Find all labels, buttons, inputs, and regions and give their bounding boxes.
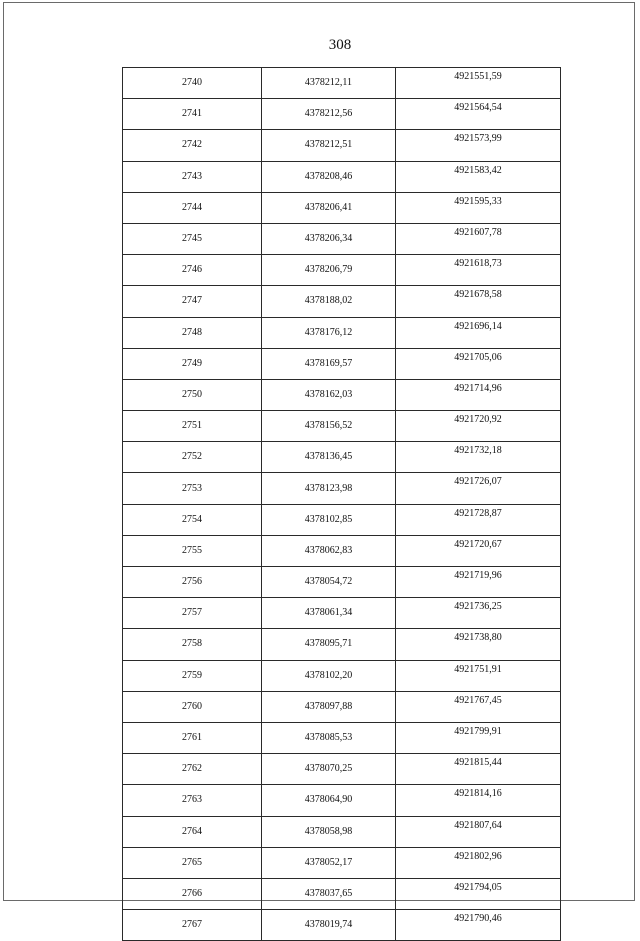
point-number-cell: 2755 (123, 535, 262, 566)
point-number-cell: 2750 (123, 379, 262, 410)
x-coordinate-cell: 4378058,98 (262, 816, 396, 847)
x-coordinate-cell: 4378136,45 (262, 442, 396, 473)
y-coordinate-cell: 4921705,06 (396, 348, 561, 379)
point-number-cell: 2753 (123, 473, 262, 504)
table-row (123, 504, 561, 535)
y-coordinate-cell: 4921583,42 (396, 161, 561, 192)
x-coordinate-cell: 4378188,02 (262, 286, 396, 317)
point-number-cell: 2752 (123, 442, 262, 473)
table-row (123, 161, 561, 192)
point-number-cell: 2756 (123, 567, 262, 598)
y-coordinate-cell: 4921751,91 (396, 660, 561, 691)
x-coordinate-cell: 4378206,79 (262, 255, 396, 286)
y-coordinate-cell: 4921815,44 (396, 754, 561, 785)
y-coordinate-cell: 4921799,91 (396, 722, 561, 753)
table-row (123, 691, 561, 722)
coordinates-table (122, 67, 561, 941)
y-coordinate-cell: 4921564,54 (396, 99, 561, 130)
x-coordinate-cell: 4378037,65 (262, 878, 396, 909)
y-coordinate-cell: 4921719,96 (396, 567, 561, 598)
y-coordinate-cell: 4921714,96 (396, 379, 561, 410)
x-coordinate-cell: 4378169,57 (262, 348, 396, 379)
point-number-cell: 2748 (123, 317, 262, 348)
point-number-cell: 2741 (123, 99, 262, 130)
y-coordinate-cell: 4921720,92 (396, 411, 561, 442)
x-coordinate-cell: 4378206,41 (262, 192, 396, 223)
point-number-cell: 2744 (123, 192, 262, 223)
table-row (123, 473, 561, 504)
x-coordinate-cell: 4378019,74 (262, 910, 396, 941)
point-number-cell: 2758 (123, 629, 262, 660)
point-number-cell: 2747 (123, 286, 262, 317)
x-coordinate-cell: 4378052,17 (262, 847, 396, 878)
y-coordinate-cell: 4921814,16 (396, 785, 561, 816)
x-coordinate-cell: 4378123,98 (262, 473, 396, 504)
table-row (123, 567, 561, 598)
table-row (123, 286, 561, 317)
point-number-cell: 2749 (123, 348, 262, 379)
y-coordinate-cell: 4921678,58 (396, 286, 561, 317)
table-row (123, 660, 561, 691)
x-coordinate-cell: 4378176,12 (262, 317, 396, 348)
y-coordinate-cell: 4921736,25 (396, 598, 561, 629)
table-row (123, 317, 561, 348)
point-number-cell: 2746 (123, 255, 262, 286)
table-row (123, 816, 561, 847)
table-row (123, 442, 561, 473)
table-row (123, 629, 561, 660)
x-coordinate-cell: 4378212,11 (262, 68, 396, 99)
table-row (123, 535, 561, 566)
coordinates-table-body (123, 68, 561, 941)
x-coordinate-cell: 4378102,85 (262, 504, 396, 535)
point-number-cell: 2740 (123, 68, 262, 99)
y-coordinate-cell: 4921551,59 (396, 68, 561, 99)
table-row (123, 754, 561, 785)
y-coordinate-cell: 4921738,80 (396, 629, 561, 660)
point-number-cell: 2742 (123, 130, 262, 161)
table-row (123, 130, 561, 161)
x-coordinate-cell: 4378102,20 (262, 660, 396, 691)
x-coordinate-cell: 4378095,71 (262, 629, 396, 660)
point-number-cell: 2767 (123, 910, 262, 941)
point-number-cell: 2751 (123, 411, 262, 442)
point-number-cell: 2765 (123, 847, 262, 878)
x-coordinate-cell: 4378097,88 (262, 691, 396, 722)
y-coordinate-cell: 4921767,45 (396, 691, 561, 722)
point-number-cell: 2761 (123, 722, 262, 753)
x-coordinate-cell: 4378162,03 (262, 379, 396, 410)
table-row (123, 99, 561, 130)
table-row (123, 68, 561, 99)
y-coordinate-cell: 4921720,67 (396, 535, 561, 566)
table-row (123, 411, 561, 442)
y-coordinate-cell: 4921726,07 (396, 473, 561, 504)
y-coordinate-cell: 4921807,64 (396, 816, 561, 847)
x-coordinate-cell: 4378054,72 (262, 567, 396, 598)
y-coordinate-cell: 4921696,14 (396, 317, 561, 348)
y-coordinate-cell: 4921573,99 (396, 130, 561, 161)
x-coordinate-cell: 4378156,52 (262, 411, 396, 442)
table-row (123, 348, 561, 379)
table-row (123, 255, 561, 286)
x-coordinate-cell: 4378061,34 (262, 598, 396, 629)
table-row (123, 910, 561, 941)
y-coordinate-cell: 4921732,18 (396, 442, 561, 473)
table-row (123, 598, 561, 629)
y-coordinate-cell: 4921802,96 (396, 847, 561, 878)
point-number-cell: 2743 (123, 161, 262, 192)
point-number-cell: 2766 (123, 878, 262, 909)
y-coordinate-cell: 4921595,33 (396, 192, 561, 223)
point-number-cell: 2754 (123, 504, 262, 535)
x-coordinate-cell: 4378085,53 (262, 722, 396, 753)
x-coordinate-cell: 4378064,90 (262, 785, 396, 816)
point-number-cell: 2757 (123, 598, 262, 629)
point-number-cell: 2763 (123, 785, 262, 816)
x-coordinate-cell: 4378212,51 (262, 130, 396, 161)
table-row (123, 785, 561, 816)
x-coordinate-cell: 4378206,34 (262, 223, 396, 254)
x-coordinate-cell: 4378062,83 (262, 535, 396, 566)
y-coordinate-cell: 4921794,05 (396, 878, 561, 909)
table-row (123, 223, 561, 254)
page-number: 308 (328, 37, 352, 53)
table-row (123, 847, 561, 878)
point-number-cell: 2760 (123, 691, 262, 722)
table-row (123, 379, 561, 410)
point-number-cell: 2764 (123, 816, 262, 847)
point-number-cell: 2745 (123, 223, 262, 254)
table-row (123, 192, 561, 223)
x-coordinate-cell: 4378208,46 (262, 161, 396, 192)
y-coordinate-cell: 4921790,46 (396, 910, 561, 941)
y-coordinate-cell: 4921607,78 (396, 223, 561, 254)
x-coordinate-cell: 4378070,25 (262, 754, 396, 785)
y-coordinate-cell: 4921728,87 (396, 504, 561, 535)
point-number-cell: 2762 (123, 754, 262, 785)
y-coordinate-cell: 4921618,73 (396, 255, 561, 286)
table-row (123, 722, 561, 753)
point-number-cell: 2759 (123, 660, 262, 691)
x-coordinate-cell: 4378212,56 (262, 99, 396, 130)
